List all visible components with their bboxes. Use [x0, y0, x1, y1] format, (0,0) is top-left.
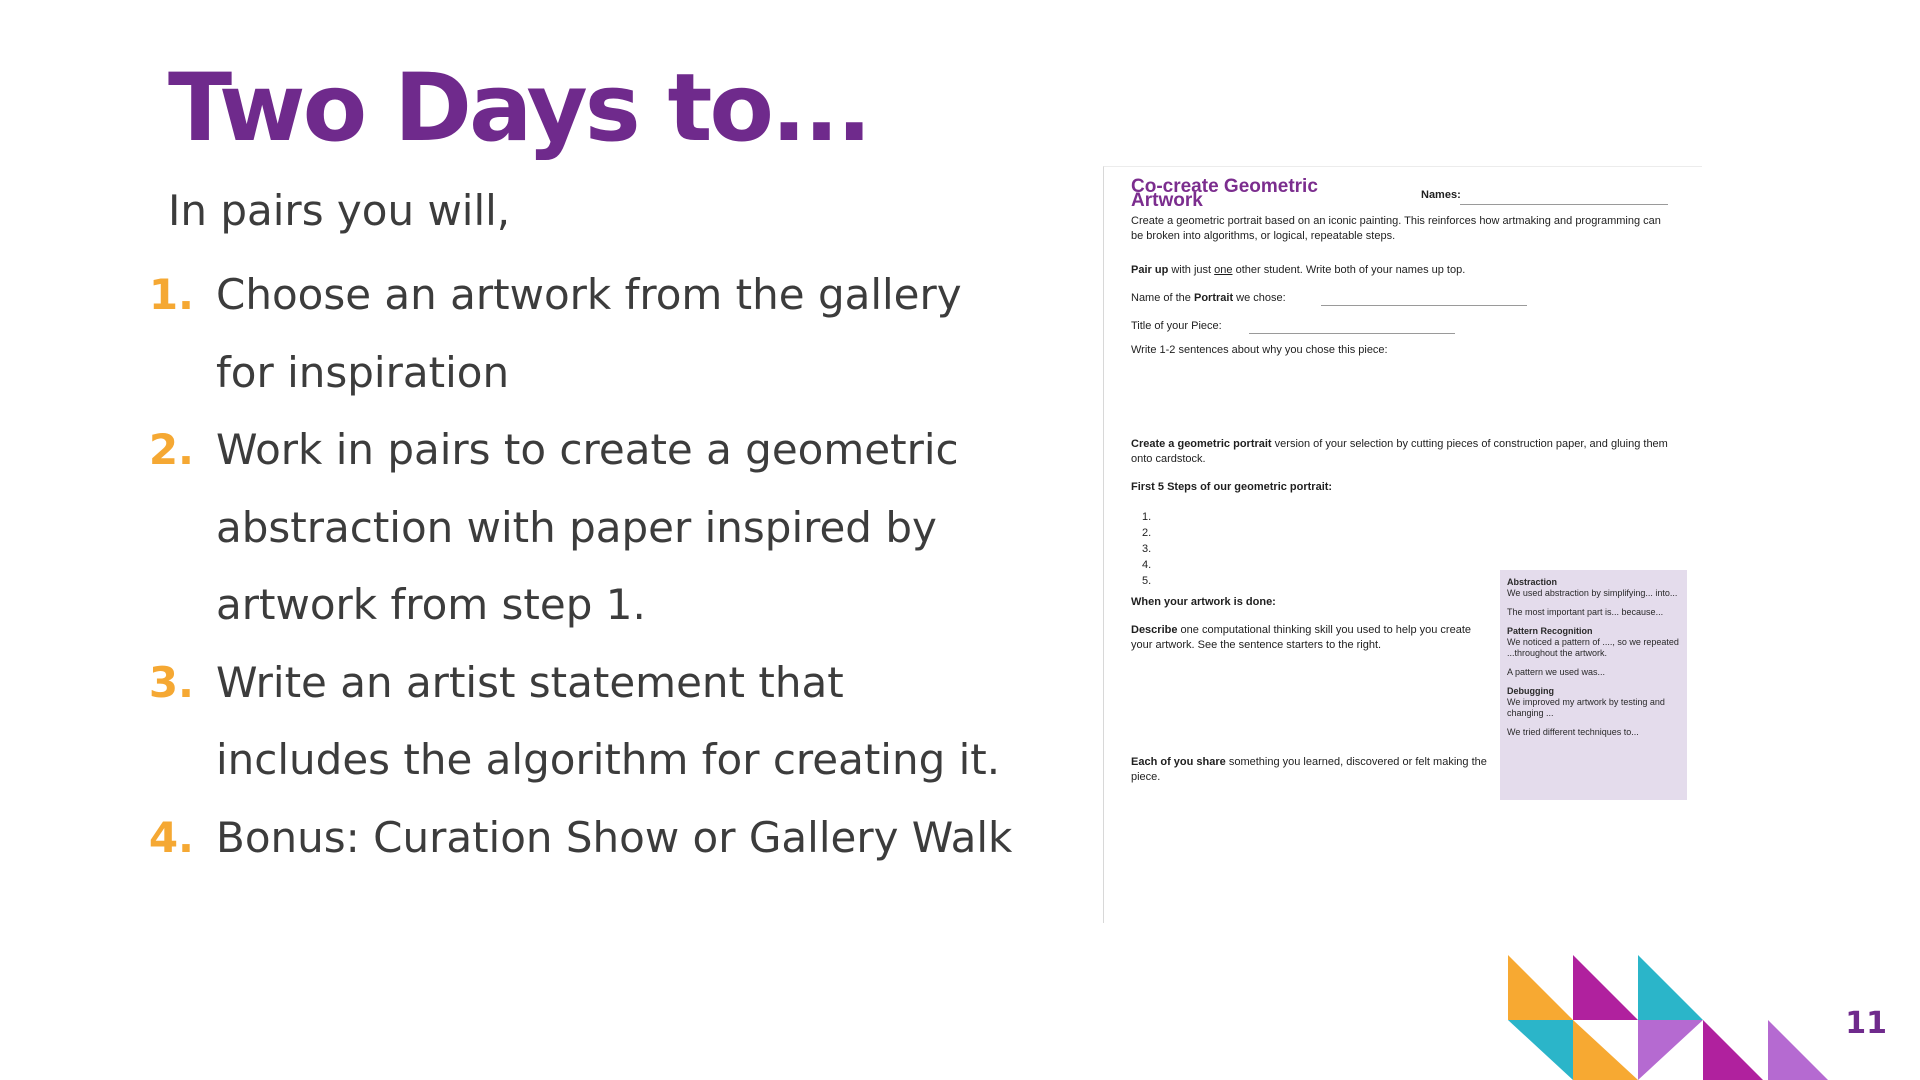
- worksheet-why: Write 1-2 sentences about why you chose this piece:: [1131, 344, 1388, 356]
- worksheet-names-label: Names:: [1421, 189, 1461, 201]
- abstraction-starter: We used abstraction by simplifying... into...: [1507, 588, 1678, 598]
- worksheet-steps-heading: First 5 Steps of our geometric portrait:: [1131, 481, 1333, 493]
- worksheet-step-number: 2.: [1142, 527, 1152, 539]
- pattern-starter: We noticed a pattern of ...., so we repeated ...throughout the artwork.: [1507, 637, 1679, 658]
- magenta-triangle: [1573, 955, 1638, 1020]
- worksheet-done-heading: When your artwork is done:: [1131, 596, 1276, 608]
- step-text: Bonus: Curation Show or Gallery Walk: [216, 812, 1013, 862]
- describe-rest: one computational thinking skill you used to help you create your artwork. See the sentence starters to the right.: [1131, 624, 1471, 651]
- debugging-heading: Debugging: [1507, 686, 1554, 696]
- step-item: [120, 644, 1020, 799]
- share-rest: something you learned, discovered or felt making the piece.: [1131, 756, 1487, 783]
- describe-bold: Describe: [1131, 624, 1178, 636]
- intro-text: In pairs you will,: [168, 186, 511, 235]
- portrait-blank-line: [1321, 305, 1527, 306]
- teal-triangle: [1638, 955, 1703, 1020]
- worksheet-piece-title: Title of your Piece:: [1131, 320, 1222, 332]
- orange-triangle: [1573, 1020, 1638, 1080]
- step-text: Work in pairs to create a geometric abstraction with paper inspired by artwork from step 1.: [216, 425, 959, 629]
- pattern-starter: A pattern we used was...: [1507, 667, 1606, 677]
- pair-underline: one: [1214, 264, 1233, 276]
- orange-triangle: [1508, 955, 1573, 1020]
- worksheet-step-number: 4.: [1142, 559, 1152, 571]
- worksheet-intro: Create a geometric portrait based on an iconic painting. This reinforces how artmaking and programming can be broken into algorithms, or logical, repeatable steps.: [1131, 215, 1661, 242]
- step-text: Write an artist statement that includes the algorithm for creating it.: [216, 657, 1001, 784]
- pattern-heading: Pattern Recognition: [1507, 626, 1593, 636]
- worksheet-share: [1131, 755, 1493, 785]
- worksheet-thumbnail: [1103, 166, 1702, 923]
- decorative-triangles: [1508, 955, 1848, 1080]
- abstraction-heading: Abstraction: [1507, 577, 1558, 587]
- step-number: 2.: [148, 425, 194, 474]
- worksheet-step-number: 3.: [1142, 543, 1152, 555]
- pair-mid: with just: [1168, 264, 1215, 276]
- step-text: Choose an artwork from the gallery for inspiration: [216, 270, 962, 397]
- worksheet-steps-list: [1142, 509, 1151, 589]
- share-bold: Each of you share: [1131, 756, 1226, 768]
- lavender-triangle: [1638, 1020, 1703, 1080]
- create-rest: version of your selection by cutting pieces of construction paper, and gluing them onto cardstock.: [1131, 438, 1668, 465]
- portrait-post: we chose:: [1233, 292, 1286, 304]
- abstraction-starter: The most important part is... because...: [1507, 607, 1664, 617]
- portrait-bold: Portrait: [1193, 292, 1234, 304]
- debugging-starter: We tried different techniques to...: [1507, 727, 1639, 737]
- teal-triangle: [1508, 1020, 1573, 1080]
- lavender-triangle: [1768, 1020, 1828, 1080]
- worksheet-create-instruction: [1131, 437, 1676, 467]
- sentence-starters-box: [1500, 570, 1687, 800]
- names-blank-line: [1460, 204, 1668, 205]
- step-item: [120, 799, 1020, 877]
- step-item: [120, 256, 1020, 411]
- portrait-pre: Name of the: [1131, 292, 1194, 304]
- step-number: 3.: [148, 657, 194, 707]
- worksheet-title: Co-create Geometric Artwork: [1131, 176, 1318, 211]
- step-item: [120, 411, 1020, 644]
- magenta-triangle: [1703, 1020, 1763, 1080]
- step-number: 1.: [148, 270, 194, 319]
- worksheet-pair-instruction: [1131, 263, 1676, 278]
- pair-bold: Pair up: [1131, 264, 1169, 276]
- worksheet-step-number: 5.: [1142, 575, 1152, 587]
- page-number: 11: [1845, 1006, 1887, 1041]
- steps-list: [120, 256, 1020, 876]
- slide-title: Two Days to...: [168, 54, 870, 163]
- worksheet-describe: [1131, 623, 1493, 653]
- create-bold: Create a geometric portrait: [1131, 438, 1272, 450]
- worksheet-portrait-name: [1131, 291, 1676, 306]
- worksheet-step-number: 1.: [1142, 511, 1152, 523]
- debugging-starter: We improved my artwork by testing and changing ...: [1507, 697, 1665, 718]
- step-number: 4.: [148, 812, 194, 862]
- pair-rest: other student. Write both of your names up top.: [1232, 264, 1466, 276]
- piece-blank-line: [1249, 333, 1455, 334]
